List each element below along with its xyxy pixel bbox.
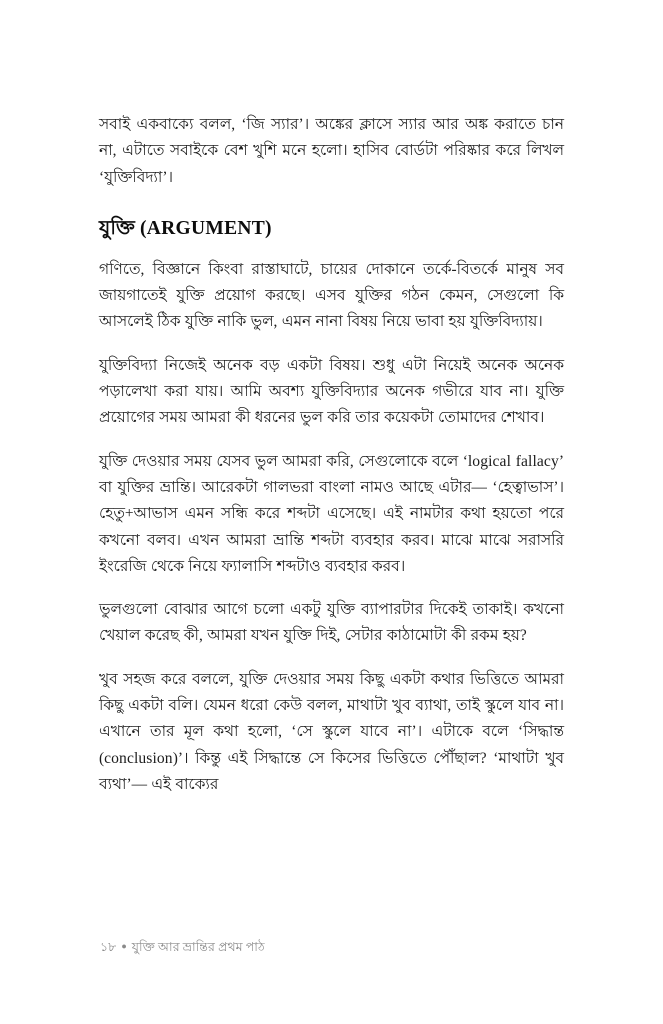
section-heading-bengali: যুক্তি xyxy=(99,217,135,239)
paragraph-5: ভুলগুলো বোঝার আগে চলো একটু যুক্তি ব্যাপারটার দিকেই তাকাই। কখনো খেয়াল করেছ কী, আমরা যখন যুক্তি দিই, সেটার কাঠামোটা কী রকম হয়? xyxy=(99,601,564,645)
paragraph-4 xyxy=(99,449,564,580)
paragraph-2: গণিতে, বিজ্ঞানে কিংবা রাস্তাঘাটে, চায়ের দোকানে তর্কে-বিতর্কে মানুষ সব জায়গাতেই যুক্তি প্রয়োগ করছে। এসব যুক্তির গঠন কেমন, সেগুলো কি আসলেই ঠিক যুক্তি নাকি ভুল, এমন নানা বিষয় নিয়ে ভাবা হয় যুক্তিবিদ্যায়। xyxy=(99,260,564,331)
footer-book-title: যুক্তি আর ভ্রান্তির প্রথম পাঠ xyxy=(131,940,265,954)
paragraph-6 xyxy=(99,667,564,798)
term-logical-fallacy: logical fallacy xyxy=(467,452,559,470)
bullet-separator-icon: ● xyxy=(121,940,127,951)
page-content xyxy=(99,112,564,798)
page-footer xyxy=(100,938,265,957)
paragraph-6-segment-1: খুব সহজ করে বললে, যুক্তি দেওয়ার সময় কিছু একটা কথার ভিত্তিতে আমরা কিছু একটা বলি। যেমন ধরো কেউ বলল, মাথাটা খুব ব্যাথা, তাই স্কুলে যাব না। এখানে তার মূল কথা হলো, ‘সে স্কুলে যাবে না’। এটাকে বলে ‘সিদ্ধান্ত ( xyxy=(99,670,564,767)
paragraph-1: সবাই একবাক্যে বলল, ‘জি স্যার’। অঙ্কের ক্লাসে স্যার আর অঙ্ক করাতে চান না, এটাতে সবাইকে বেশ খুশি মনে হলো। হাসিব বোর্ডটা পরিষ্কার করে লিখল ‘যুক্তিবিদ্যা’। xyxy=(99,116,564,186)
section-heading-latin: (ARGUMENT) xyxy=(139,217,272,239)
section-heading xyxy=(99,216,564,242)
paragraph-6-segment-2: )’। কিন্তু এই সিদ্ধান্তে সে কিসের ভিত্তিতে পৌঁছাল? ‘মাথাটা খুব ব্যথা’— এই বাক্যের xyxy=(99,749,564,793)
term-conclusion: conclusion xyxy=(104,749,173,767)
paragraph-4-segment-1: যুক্তি দেওয়ার সময় যেসব ভুল আমরা করি, সেগুলোকে বলে ‘ xyxy=(99,452,468,470)
page-number: ১৮ xyxy=(100,940,117,954)
paragraph-3: যুক্তিবিদ্যা নিজেই অনেক বড় একটা বিষয়। শুধু এটা নিয়েই অনেক অনেক পড়ালেখা করা যায়। আমি অবশ্য যুক্তিবিদ্যার অনেক গভীরে যাব না। যুক্তি প্রয়োগের সময় আমরা কী ধরনের ভুল করি তার কয়েকটা তোমাদের শেখাব। xyxy=(99,356,564,427)
paragraph-4-segment-2: ’ বা যুক্তির ভ্রান্তি। আরেকটা গালভরা বাংলা নামও আছে এটার— ‘হেত্বাভাস’। হেতু+আভাস এমন সন্ধি করে শব্দটা এসেছে। এই নামটার কথা হয়তো পরে কখনো বলব। এখন আমরা ভ্রান্তি শব্দটা ব্যবহার করব। মাঝে মাঝে সরাসরি ইংরেজি থেকে নিয়ে ফ্যালাসি শব্দটাও ব্যবহার করব। xyxy=(99,452,564,575)
